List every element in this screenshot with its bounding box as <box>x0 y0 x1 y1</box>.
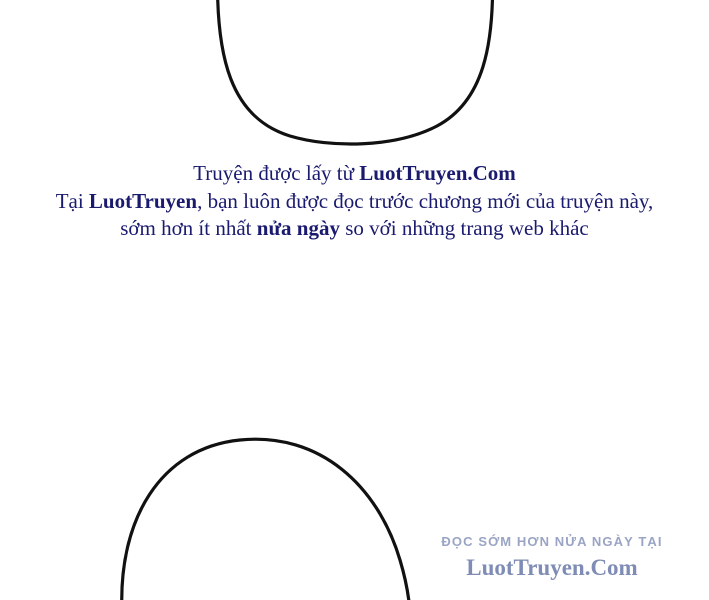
watermark-line-2 <box>0 188 709 216</box>
watermark-line3-strong: nửa ngày <box>256 216 340 241</box>
watermark-line3-prefix: sớm hơn ít nhất <box>120 216 257 241</box>
watermark-line1-brand: LuotTruyen.Com <box>359 161 516 185</box>
arc-upper <box>217 0 492 144</box>
watermark-line-1 <box>0 160 709 188</box>
watermark-line1-prefix: Truyện được lấy từ <box>193 161 360 185</box>
watermark-text-block <box>0 160 709 243</box>
watermark-line2-brand: LuotTruyen <box>88 188 198 213</box>
credit-block <box>437 534 667 581</box>
watermark-line2-suffix: , bạn luôn được đọc trước chương mới của truyện này, <box>197 188 654 213</box>
credit-brand: LuotTruyen.Com <box>466 555 638 580</box>
credit-tagline: ĐỌC SỚM HƠN NỬA NGÀY TẠI <box>441 534 663 549</box>
watermark-line2-prefix: Tại <box>55 188 89 213</box>
watermark-line-3 <box>0 215 709 243</box>
arc-lower <box>122 439 410 600</box>
watermark-line3-suffix: so với những trang web khác <box>339 216 589 241</box>
